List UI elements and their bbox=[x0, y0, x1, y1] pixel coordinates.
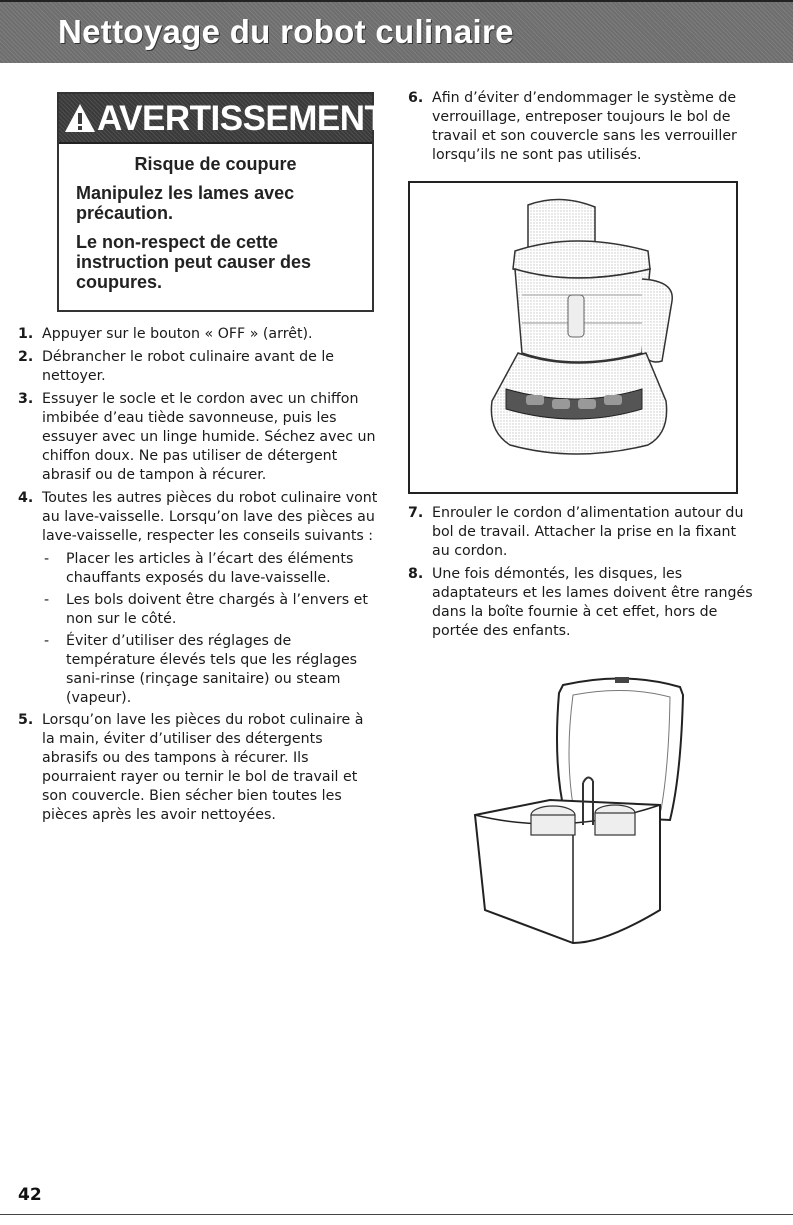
bullet-text: Éviter d’utiliser des réglages de température élevés tels que les réglages sani-rinse (rinçage sanitaire) ou steam (vapeur). bbox=[66, 633, 358, 706]
step-5 bbox=[18, 711, 378, 825]
step-text: Lorsqu’on lave les pièces du robot culinaire à la main, éviter d’utiliser des détergents abrasifs ou des tampons à récurer. Ils pourraient rayer ou ternir le bol de travail et son couvercle. Bien sécher bien toutes les pièces après les avoir nettoyées. bbox=[42, 712, 364, 823]
step-number: 6. bbox=[408, 90, 424, 106]
step-3 bbox=[18, 390, 378, 485]
storage-box-illustration bbox=[455, 665, 705, 945]
bullet-text: Placer les articles à l’écart des éléments chauffants exposés du lave-vaisselle. bbox=[66, 551, 354, 586]
warning-triangle-icon bbox=[63, 102, 97, 134]
left-column bbox=[18, 325, 378, 829]
step-number: 4. bbox=[18, 490, 34, 506]
step-number: 2. bbox=[18, 349, 34, 365]
step-text: Enrouler le cordon d’alimentation autour du bol de travail. Attacher la prise en la fixant au cordon. bbox=[432, 505, 744, 559]
step-text: Essuyer le socle et le cordon avec un chiffon imbibée d’eau tiède savonneuse, puis les essuyer avec un linge humide. Séchez avec un chiffon doux. Ne pas utiliser de détergent abrasif ou de tampon à récurer. bbox=[42, 391, 376, 483]
food-processor-illustration bbox=[410, 183, 736, 492]
sub-bullet-2 bbox=[42, 591, 378, 629]
warning-line-1: Manipulez les lames avec précaution. bbox=[76, 183, 295, 223]
bullet-dash: - bbox=[44, 551, 50, 567]
warning-header bbox=[59, 94, 386, 144]
step-7 bbox=[408, 504, 753, 561]
step-text: Une fois démontés, les disques, les adaptateurs et les lames doivent être rangés dans la boîte fournie à cet effet, hors de portée des enfants. bbox=[432, 566, 753, 639]
step-8 bbox=[408, 565, 753, 641]
page-title: Nettoyage du robot culinaire bbox=[58, 13, 514, 50]
title-bar bbox=[0, 0, 793, 63]
warning-line-2: Le non-respect de cette instruction peut causer des coupures. bbox=[76, 232, 312, 292]
bullet-dash: - bbox=[44, 592, 50, 608]
warning-subtitle: Risque de coupure bbox=[134, 154, 297, 174]
sub-bullet-3 bbox=[42, 632, 378, 708]
step-text: Afin d’éviter d’endommager le système de verrouillage, entreposer toujours le bol de travail et son couvercle sans les verrouiller lorsqu’ils ne sont pas utilisés. bbox=[432, 90, 737, 163]
step-4 bbox=[18, 489, 378, 546]
step-2 bbox=[18, 348, 378, 386]
bottom-rule bbox=[0, 1214, 793, 1215]
bullet-dash: - bbox=[44, 633, 50, 649]
step-1 bbox=[18, 325, 378, 344]
step-6 bbox=[408, 89, 753, 165]
right-column-top bbox=[408, 89, 753, 169]
step-number: 3. bbox=[18, 391, 34, 407]
step-number: 8. bbox=[408, 566, 424, 582]
bullet-text: Les bols doivent être chargés à l’envers et non sur le côté. bbox=[66, 592, 368, 627]
warning-box bbox=[57, 92, 386, 312]
page-number: 42 bbox=[18, 1185, 42, 1205]
right-column-bottom bbox=[408, 504, 753, 645]
warning-title: AVERTISSEMENT bbox=[97, 99, 386, 138]
step-text: Toutes les autres pièces du robot culinaire vont au lave-vaisselle. Lorsqu’on lave des pièces au lave-vaisselle, respecter les conseils suivants : bbox=[42, 490, 378, 544]
step-number: 1. bbox=[18, 326, 34, 342]
step-text: Appuyer sur le bouton « OFF » (arrêt). bbox=[42, 326, 313, 342]
step-number: 7. bbox=[408, 505, 424, 521]
step-number: 5. bbox=[18, 712, 34, 728]
step-text: Débrancher le robot culinaire avant de le nettoyer. bbox=[42, 349, 335, 384]
storage-box-image bbox=[455, 665, 705, 949]
food-processor-image bbox=[408, 181, 738, 494]
sub-bullet-1 bbox=[42, 550, 378, 588]
